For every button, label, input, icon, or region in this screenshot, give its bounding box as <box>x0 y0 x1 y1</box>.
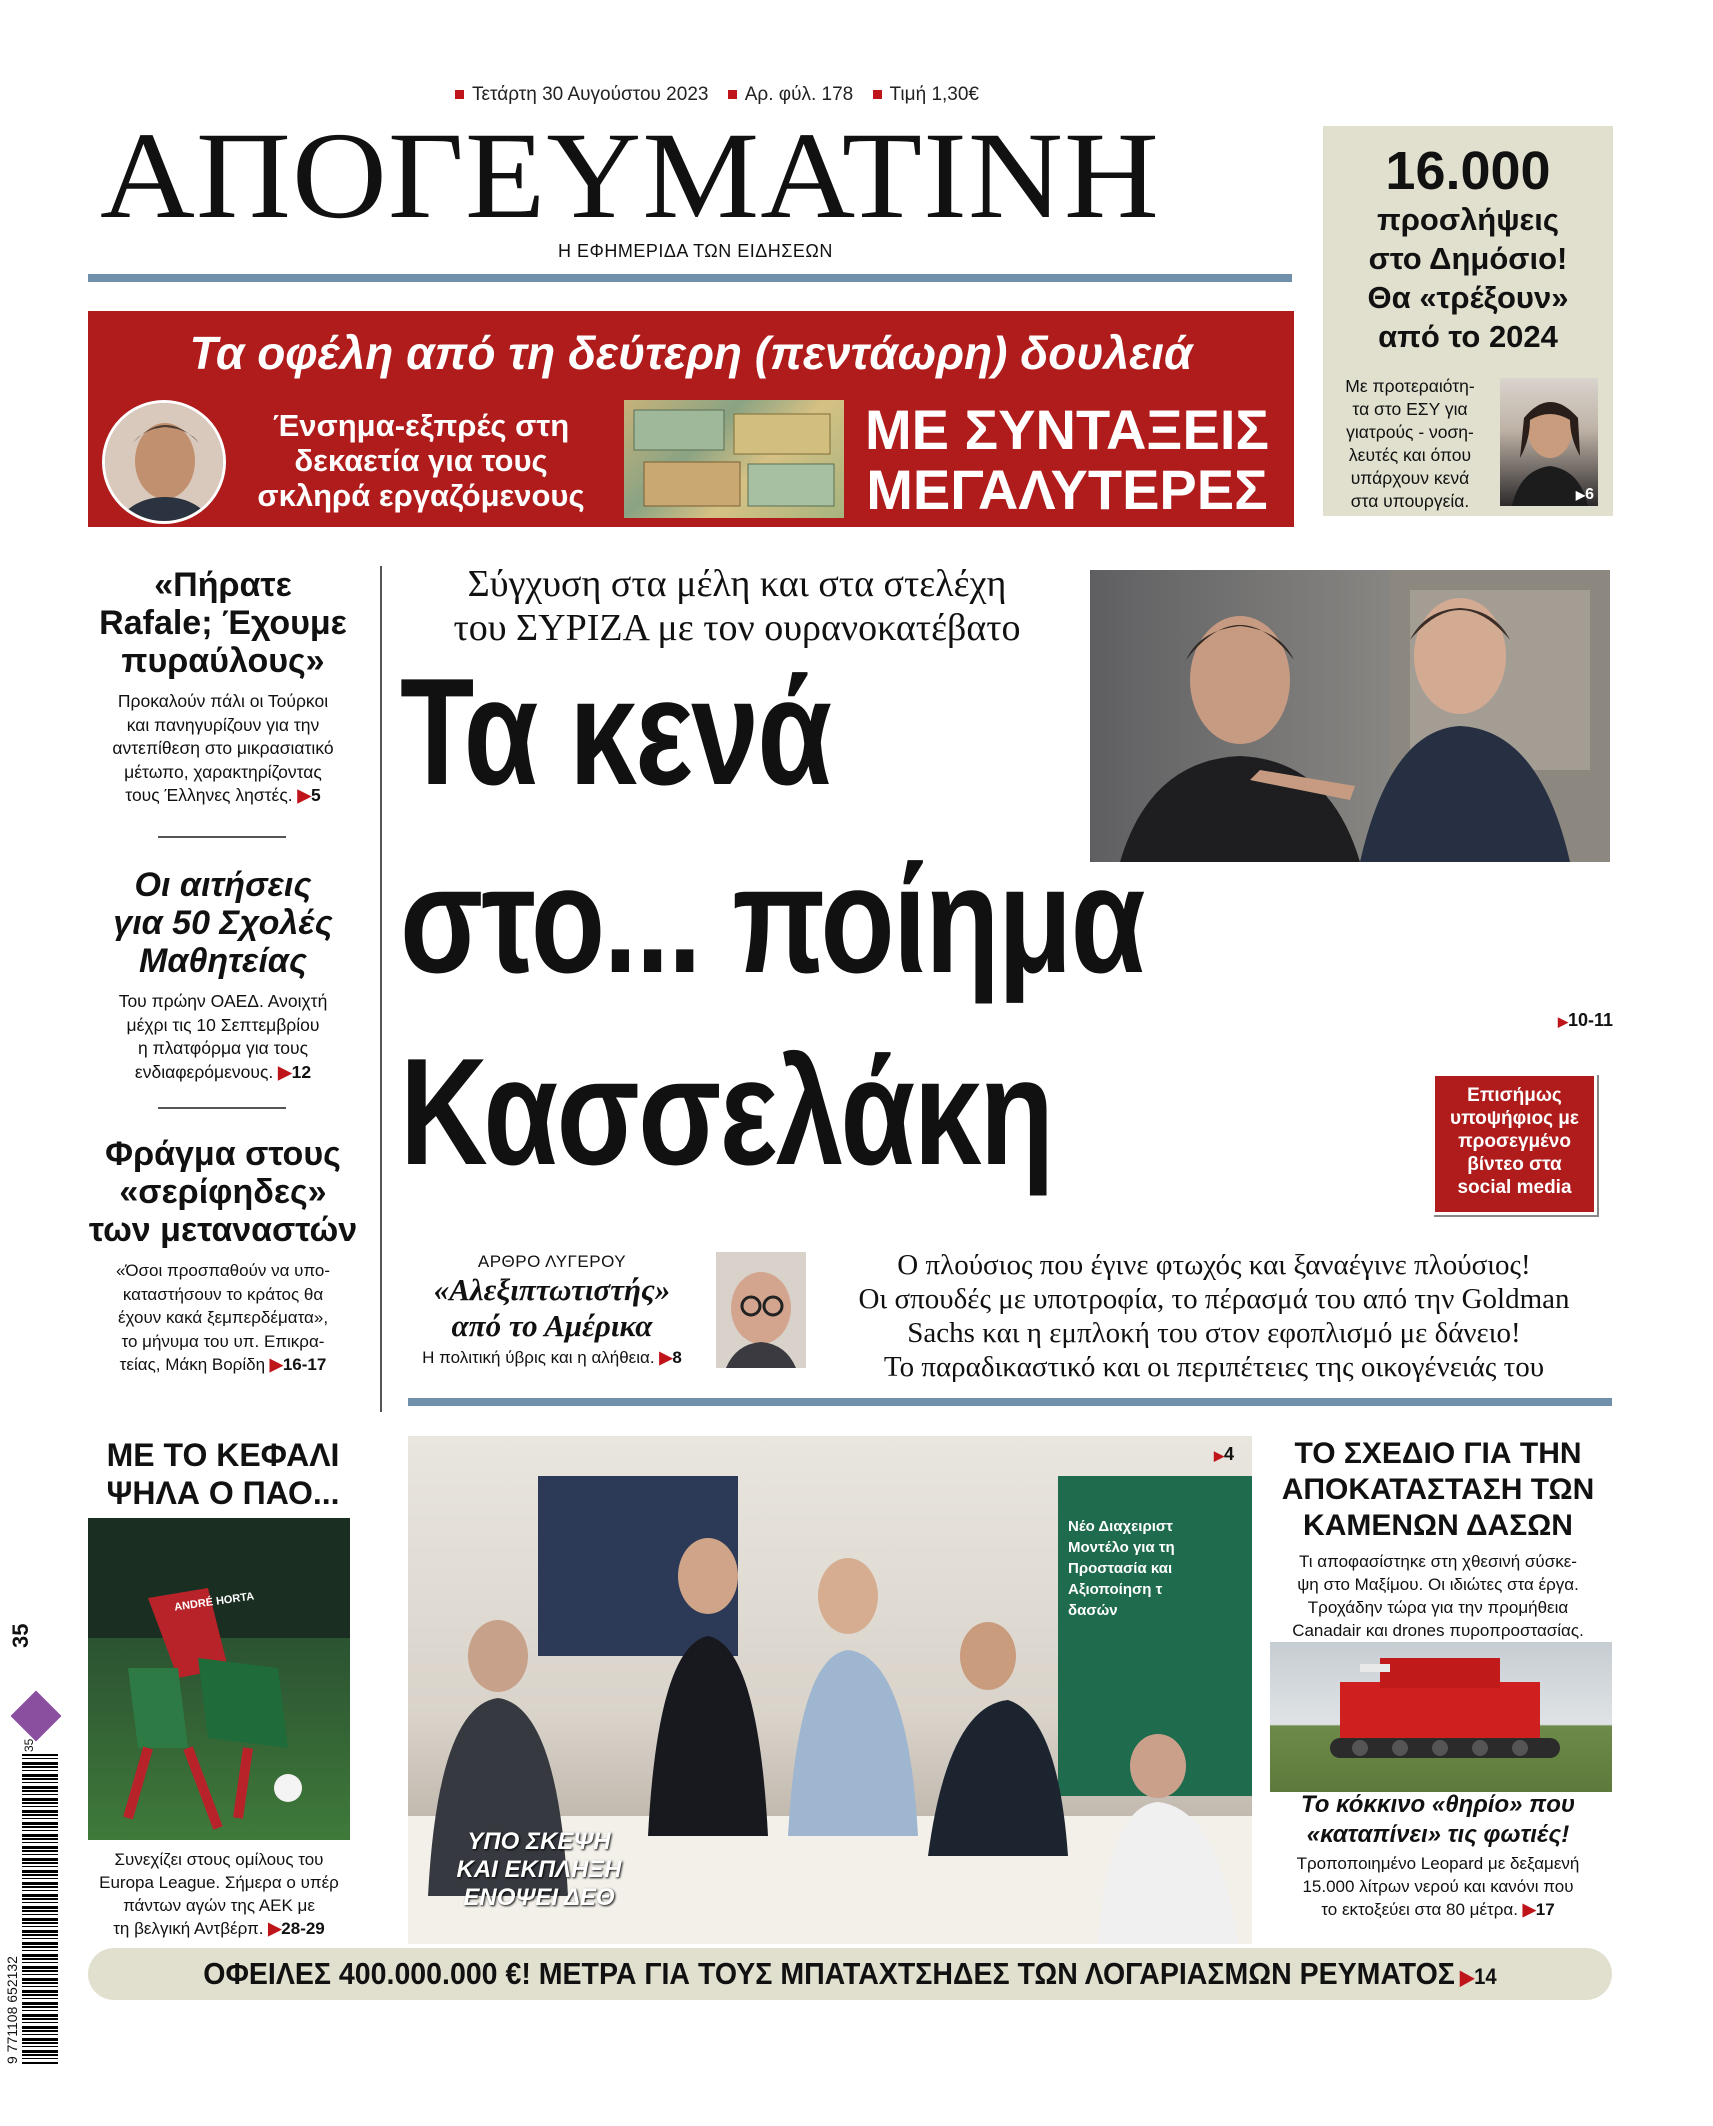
candidate-red-box <box>1432 1073 1597 1215</box>
forests-line: Τροχάδην τώρα για την προμήθεια <box>1307 1598 1569 1617</box>
top-right-headline <box>1323 142 1613 356</box>
issue-price: Τιμή 1,30€ <box>889 84 979 105</box>
page-number: 16-17 <box>282 1355 327 1374</box>
page-number: 5 <box>310 785 321 805</box>
screen-line: Νέο Διαχειριστ <box>1068 1518 1173 1535</box>
page-number: 8 <box>672 1348 682 1367</box>
main-headline-line-3: Κασσελάκη <box>400 1027 1053 1197</box>
minister-face <box>105 403 223 521</box>
story-text: αντεπίθεση στο μικρασιατικό <box>112 738 334 758</box>
sports-line: Europa League. Σήμερα ο υπέρ <box>99 1873 339 1892</box>
story-text: ενδιαφερόμενους. <box>134 1061 274 1082</box>
sports-text: Συνεχίζει στους ομίλους του Europa League. Σήμερα ο υπέρ πάντων αγών της ΑΕΚ με τη βελγική Αντβέρπ. ▶28-29 <box>88 1848 350 1940</box>
columnist-illustration <box>716 1252 806 1368</box>
text-line: τα στο ΕΣΥ για <box>1352 399 1468 419</box>
forests-head-line: ΤΟ ΣΧΕΔΙΟ ΓΙΑ ΤΗΝ <box>1294 1437 1582 1470</box>
purple-diamond-icon <box>10 1690 61 1741</box>
story-text: μέτωπο, χαρακτηρίζοντας <box>124 761 322 782</box>
bottom-bar-text: ΟΦΕΙΛΕΣ 400.000.000 €! ΜΕΤΡΑ ΓΙΑ ΤΟΥΣ ΜΠΑΤΑΧΤΣΗΔΕΣ ΤΩΝ ΛΟΓΑΡΙΑΣΜΩΝ ΡΕΥΜΑΤΟΣ ▶14 <box>203 1956 1497 1991</box>
forests-headline <box>1264 1436 1612 1544</box>
sports-line: τη βελγική Αντβέρπ. <box>113 1919 264 1938</box>
portrait-photo <box>1500 378 1598 506</box>
story-text: τείας, Μάκη Βορίδη <box>119 1355 266 1374</box>
firetruck-caption <box>1264 1790 1612 1850</box>
bottom-headline: ΟΦΕΙΛΕΣ 400.000.000 €! ΜΕΤΡΑ ΓΙΑ ΤΟΥΣ ΜΠΑΤΑΧΤΣΗΔΕΣ ΤΩΝ ΛΟΓΑΡΙΑΣΜΩΝ ΡΕΥΜΑΤΟΣ <box>203 1956 1455 1991</box>
text-line: Με προτεραιότη- <box>1345 376 1475 396</box>
box-line: προσεγμένο <box>1458 1131 1571 1152</box>
forests-line: Canadair και drones πυροπροστασίας. <box>1292 1621 1584 1640</box>
meeting-photo <box>408 1436 1252 1944</box>
left-story-2: Οι αιτήσεις για 50 Σχολές Μαθητείας Του πρώην ΟΑΕΔ. Ανοιχτή μέχρι τις 10 Σεπτεμβρίου η πλατφόρμα για τους ενδιαφερόμενους. ▶12 <box>88 866 358 1084</box>
column-rule <box>380 566 382 1412</box>
meeting-caption <box>444 1828 634 1912</box>
forests-text <box>1264 1550 1612 1642</box>
screen-text <box>1068 1516 1248 1621</box>
firetruck-illustration <box>1270 1642 1612 1792</box>
main-story-rule <box>408 1398 1612 1406</box>
story-headline: Μαθητείας <box>139 942 307 980</box>
story-text: η πλατφόρμα για τους <box>137 1038 309 1058</box>
caption-line: Το κόκκινο «θηρίο» που <box>1300 1791 1576 1818</box>
red-banner-big <box>852 400 1282 520</box>
page-number: 6 <box>1585 486 1594 503</box>
page-number: 4 <box>1224 1444 1235 1464</box>
screen-line: Προστασία και <box>1068 1560 1173 1577</box>
caption-line: ΕΝΟΨΕΙ ΔΕΘ <box>463 1884 615 1911</box>
main-headline-line-2: στο... ποίημα <box>400 835 1144 1005</box>
newspaper-title: ΑΠΟΓΕΥΜΑΤΙΝΗ <box>100 107 1160 244</box>
story-text: μέχρι τις 10 Σεπτεμβρίου <box>126 1014 320 1035</box>
screen-line: δασών <box>1068 1602 1118 1619</box>
story-headline: Rafale; Έχουμε <box>99 604 347 642</box>
top-right-text <box>1327 375 1493 513</box>
text-line: λευτές και όπου <box>1348 445 1472 465</box>
kicker-line: Σύγχυση στα μέλη και στα στελέχη <box>467 563 1007 605</box>
left-story-1: «Πήρατε Rafale; Έχουμε πυραύλους» Προκαλούν πάλι οι Τούρκοι και πανηγυρίζουν για την αντεπίθεση στο μικρασιατικό μέτωπο, χαρακτηρίζοντας τους Έλληνες ληστές. ▶5 <box>88 566 358 808</box>
story-text: Προκαλούν πάλι οι Τούρκοι <box>117 691 329 711</box>
left-divider <box>158 1107 286 1109</box>
sports-headline <box>88 1436 358 1512</box>
left-story-3: Φράγμα στους «σερίφηδες» των μεταναστών «Όσοι προσπαθούν να υπο- καταστήσουν το κράτος θα έχουν κακά ξεμπερδέματα», το μήνυμα του υπ. Επικρα- τείας, Μάκη Βορίδη ▶16-17 <box>88 1135 358 1374</box>
newspaper-tagline: Η ΕΦΗΜΕΡΙΔΑ ΤΩΝ ΕΙΔΗΣΕΩΝ <box>558 241 833 261</box>
red-banner-headline: Τα οφέλη από τη δεύτερη (πεντάωρη) δουλειά <box>189 327 1193 379</box>
story-text: το μήνυμα του υπ. Επικρα- <box>121 1331 325 1351</box>
story-headline: των μεταναστών <box>88 1211 358 1249</box>
box-line: βίντεο στα <box>1467 1154 1562 1175</box>
story-headline: «Πήρατε <box>154 566 292 604</box>
jersey-name: ANDRÉ HORTA <box>173 1590 255 1614</box>
left-divider <box>158 836 286 838</box>
sports-head-line: ΨΗΛΑ Ο ΠΑΟ... <box>106 1475 340 1511</box>
firetruck-line: Τροποποιημένο Leopard με δεξαμενή <box>1296 1854 1580 1873</box>
deck-line: Ο πλούσιος που έγινε φτωχός και ξαναέγινε πλούσιος! <box>897 1249 1531 1281</box>
story-headline: για 50 Σχολές <box>113 904 333 942</box>
story-headline: πυραύλους» <box>121 642 325 680</box>
headline-line: προσλήψεις <box>1376 202 1560 237</box>
opinion-title: από το Αμέρικα <box>451 1308 653 1343</box>
deck-line: Το παραδικαστικό και οι περιπέτειες της οικογένειάς του <box>883 1351 1545 1383</box>
sub-line: σκληρά εργαζόμενους <box>257 478 585 513</box>
issue-date: Τετάρτη 30 Αυγούστου 2023 <box>472 84 709 105</box>
opinion-block: ΑΡΘΡΟ ΛΥΓΕΡΟΥ «Αλεξιπτωτιστής» από το Αμέρικα Η πολιτική ύβρις και η αλήθεια. ▶8 <box>392 1252 712 1368</box>
kicker-line: του ΣΥΡΙΖΑ με τον ουρανοκατέβατο <box>453 607 1021 649</box>
caption-line: ΥΠΟ ΣΚΕΨΗ <box>467 1828 611 1855</box>
barcode-number: 9 771108 652132 <box>4 1956 20 2064</box>
football-photo <box>88 1518 350 1840</box>
football-illustration <box>88 1518 350 1840</box>
money-photo <box>624 400 844 518</box>
story-text: καταστήσουν το κράτος θα <box>122 1284 324 1304</box>
page-number: 17 <box>1535 1900 1555 1919</box>
story-headline: Φράγμα στους <box>105 1135 341 1173</box>
main-deck <box>814 1248 1614 1384</box>
story-text: «Όσοι προσπαθούν να υπο- <box>115 1261 331 1280</box>
main-pages-ref: ▶10-11 <box>1558 1010 1614 1030</box>
issue-number: Αρ. φύλ. 178 <box>744 84 854 105</box>
big-line: ΜΕΓΑΛΥΤΕΡΕΣ <box>866 458 1268 521</box>
text-line: υπάρχουν κενά <box>1350 468 1470 488</box>
box-line: Επισήμως <box>1467 1085 1562 1106</box>
masthead-rule <box>88 274 1292 282</box>
politicians-photo <box>1090 570 1610 862</box>
politicians-illustration <box>1090 570 1610 862</box>
headline-number: 16.000 <box>1385 141 1551 201</box>
main-kicker <box>392 562 1082 650</box>
masthead-meta <box>455 84 979 106</box>
forests-head-line: ΚΑΜΕΝΩΝ ΔΑΣΩΝ <box>1303 1509 1573 1542</box>
deck-line: Οι σπουδές με υποτροφία, το πέρασμά του από την Goldman <box>858 1283 1570 1315</box>
firetruck-line: 15.000 λίτρων νερού και κανόνι που <box>1302 1877 1574 1896</box>
story-headline: «σερίφηδες» <box>119 1173 327 1211</box>
headline-line: στο Δημόσιο! <box>1368 241 1568 276</box>
big-line: ΜΕ ΣΥΝΤΑΞΕΙΣ <box>864 398 1269 461</box>
page-number: 10-11 <box>1568 1010 1614 1030</box>
story-text: και πανηγυρίζουν για την <box>126 714 320 735</box>
opinion-label: ΑΡΘΡΟ ΛΥΓΕΡΟΥ <box>477 1252 627 1271</box>
columnist-photo <box>716 1252 806 1368</box>
barcode <box>22 1754 58 2064</box>
page-number: 14 <box>1474 1964 1497 1989</box>
headline-line: Θα «τρέξουν» <box>1367 280 1569 315</box>
banknotes-illustration <box>624 400 844 518</box>
box-line: υποψήφιος με <box>1450 1108 1579 1129</box>
story-headline: Οι αιτήσεις <box>134 866 312 904</box>
page-ref: ▶6 <box>1575 486 1594 503</box>
opinion-title: «Αλεξιπτωτιστής» <box>433 1272 671 1307</box>
minister-photo <box>102 400 226 524</box>
deck-line: Sachs και η εμπλοκή του στον εφοπλισμό με δάνειο! <box>907 1317 1521 1349</box>
headline-line: από το 2024 <box>1378 319 1558 354</box>
caption-line: ΚΑΙ ΕΚΠΛΗΞΗ <box>456 1856 622 1883</box>
week-number: 35 <box>8 1623 33 1648</box>
sports-line: Συνεχίζει στους ομίλους του <box>114 1850 324 1869</box>
story-text: Του πρώην ΟΑΕΔ. Ανοιχτή <box>118 991 328 1011</box>
barcode-suffix: 35 <box>22 1738 36 1752</box>
sports-line: πάντων αγών της ΑΕΚ με <box>123 1896 315 1915</box>
story-text: έχουν κακά ξεμπερδέματα», <box>117 1308 329 1327</box>
story-text: τους Έλληνες ληστές. <box>125 785 293 805</box>
opinion-text: Η πολιτική ύβρις και η αλήθεια. <box>422 1348 655 1367</box>
red-banner-sub <box>226 408 616 513</box>
forests-line: ψη στο Μαξίμου. Οι ιδιώτες στα έργα. <box>1297 1575 1579 1594</box>
page-number: 12 <box>291 1061 312 1082</box>
firetruck-photo <box>1270 1642 1612 1792</box>
main-headline-line-1: Τα κενά <box>400 647 831 817</box>
text-line: γιατρούς - νοση- <box>1346 422 1474 442</box>
meeting-page-ref: ▶4 <box>1214 1444 1235 1464</box>
firetruck-text: Τροποποιημένο Leopard με δεξαμενή 15.000 λίτρων νερού και κανόνι που το εκτοξεύει στα 80 μέτρα. ▶17 <box>1264 1852 1612 1921</box>
sub-line: δεκαετία για τους <box>294 443 548 478</box>
screen-line: Αξιοποίηση τ <box>1068 1581 1163 1598</box>
box-line: social media <box>1457 1177 1572 1198</box>
forests-head-line: ΑΠΟΚΑΤΑΣΤΑΣΗ ΤΩΝ <box>1281 1473 1595 1506</box>
caption-line: «καταπίνει» τις φωτιές! <box>1306 1821 1570 1848</box>
sports-head-line: ΜΕ ΤΟ ΚΕΦΑΛΙ <box>106 1437 340 1473</box>
forests-line: Τι αποφασίστηκε στη χθεσινή σύσκε- <box>1299 1552 1577 1571</box>
screen-line: Μοντέλο για τη <box>1068 1539 1175 1556</box>
page-number: 28-29 <box>281 1919 325 1938</box>
text-line: στα υπουργεία. <box>1350 491 1470 511</box>
firetruck-line: το εκτοξεύει στα 80 μέτρα. <box>1321 1900 1518 1919</box>
sub-line: Ένσημα-εξπρές στη <box>272 408 570 443</box>
